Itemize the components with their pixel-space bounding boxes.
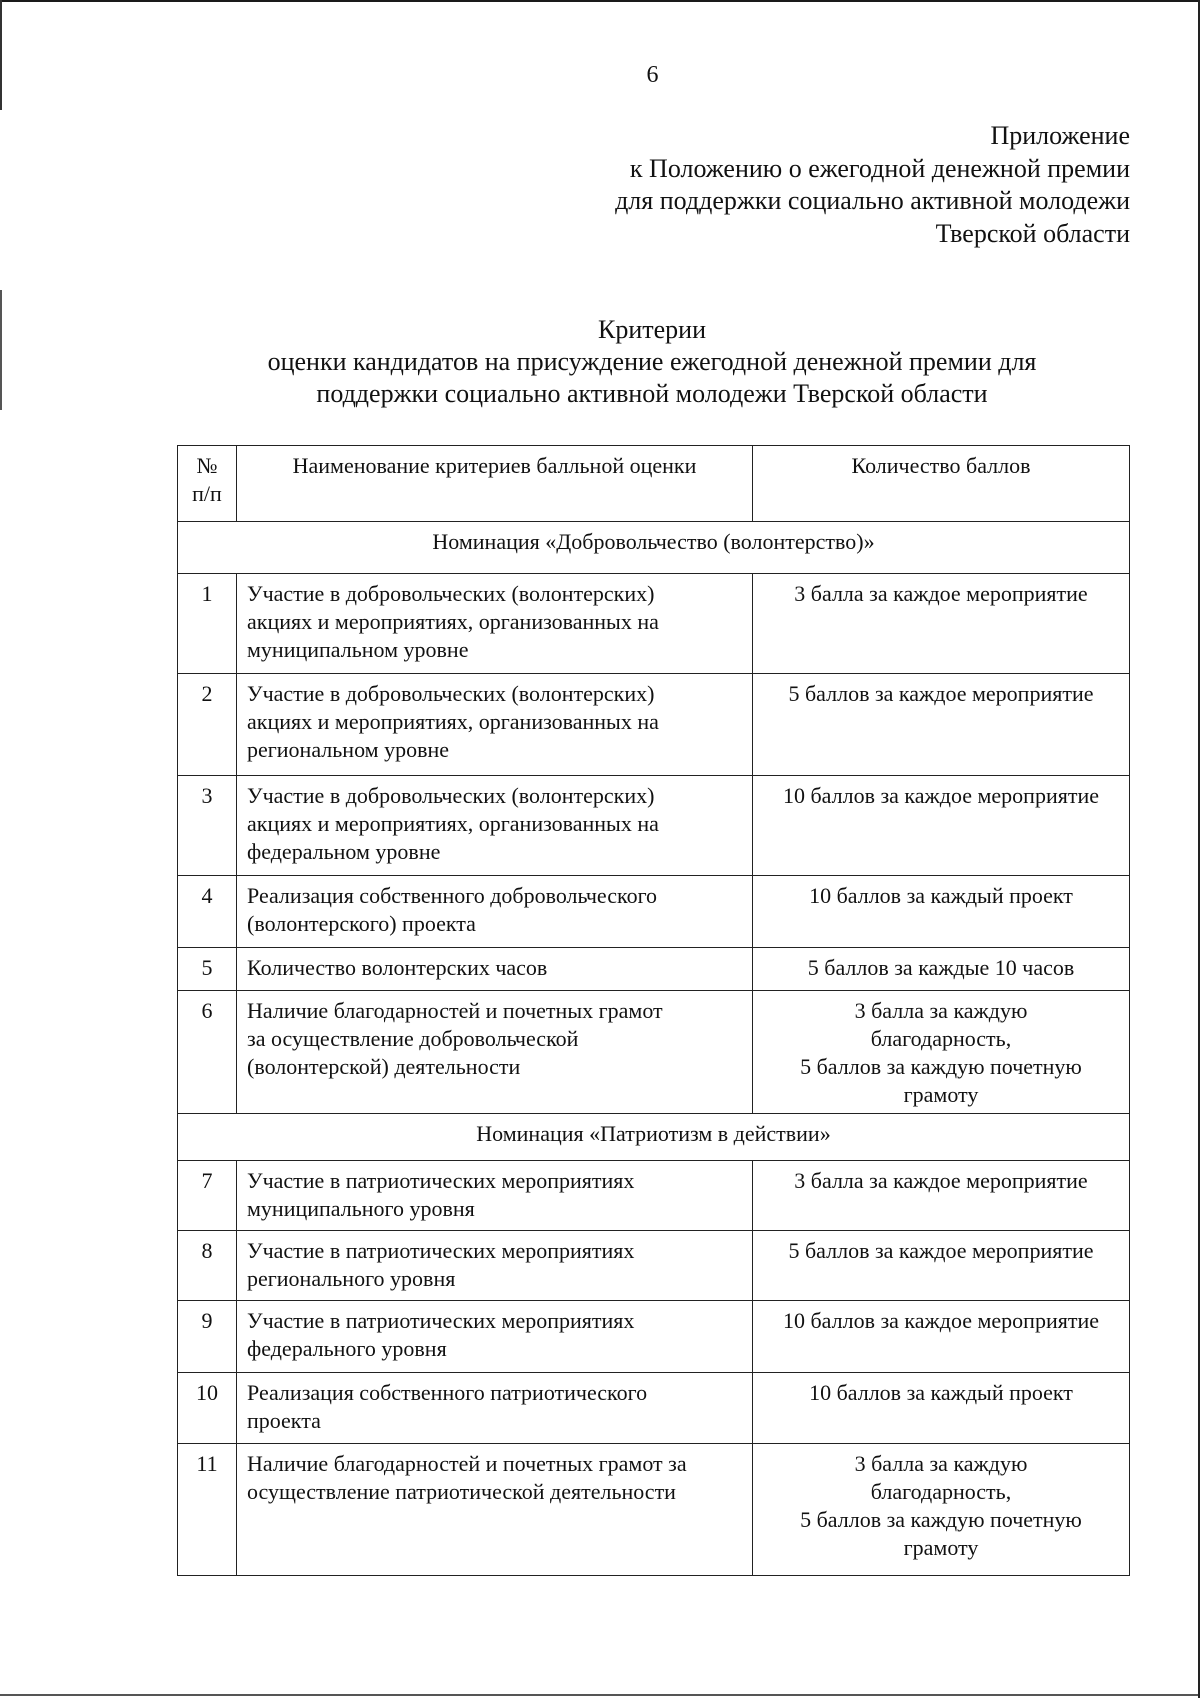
criterion-name-line: Реализация собственного патриотического: [247, 1380, 648, 1405]
title-line: Критерии: [598, 315, 706, 344]
criterion-name: [237, 1444, 753, 1576]
row-number: 8: [178, 1231, 237, 1301]
points-value: [753, 776, 1130, 876]
header-num-line: п/п: [192, 481, 222, 506]
criterion-name: [237, 574, 753, 674]
points-line: благодарность,: [870, 1479, 1012, 1504]
row-number: 11: [178, 1444, 237, 1576]
points-line: грамоту: [903, 1082, 979, 1107]
title-line: поддержки социально активной молодежи Тверской области: [316, 379, 988, 408]
criterion-name-line: Реализация собственного добровольческого: [247, 883, 658, 908]
criterion-name: [237, 1301, 753, 1373]
criterion-name-line: Участие в добровольческих (волонтерских): [247, 681, 655, 706]
table-row: [178, 674, 1130, 776]
header-points: Количество баллов: [753, 446, 1130, 522]
appendix-block: [615, 120, 1130, 250]
points-value: [753, 1373, 1130, 1444]
header-name: Наименование критериев балльной оценки: [237, 446, 753, 522]
criterion-name-line: акциях и мероприятиях, организованных на: [247, 811, 659, 836]
header-num: [178, 446, 237, 522]
points-line: грамоту: [903, 1535, 979, 1560]
title-line: оценки кандидатов на присуждение ежегодной денежной премии для: [267, 347, 1037, 376]
criterion-name-line: Наличие благодарностей и почетных грамот: [247, 998, 663, 1023]
points-line: 5 баллов за каждую почетную: [800, 1054, 1082, 1079]
points-line: 5 баллов за каждую почетную: [800, 1507, 1082, 1532]
nomination-row: [178, 1114, 1130, 1161]
points-value: [753, 1161, 1130, 1231]
points-value: [753, 674, 1130, 776]
row-number: 6: [178, 991, 237, 1114]
header-num-line: №: [196, 453, 218, 478]
points-line: 10 баллов за каждое мероприятие: [782, 1308, 1099, 1333]
points-line: 10 баллов за каждый проект: [809, 883, 1073, 908]
page-number: 6: [646, 62, 659, 88]
points-value: [753, 1231, 1130, 1301]
row-number: 2: [178, 674, 237, 776]
criterion-name-line: регионального уровня: [247, 1266, 456, 1291]
row-number: 9: [178, 1301, 237, 1373]
table-row: [178, 574, 1130, 674]
table-row: [178, 1373, 1130, 1444]
points-value: [753, 1444, 1130, 1576]
criterion-name-line: акциях и мероприятиях, организованных на: [247, 709, 659, 734]
row-number: 5: [178, 948, 237, 991]
criterion-name-line: акциях и мероприятиях, организованных на: [247, 609, 659, 634]
criterion-name: [237, 991, 753, 1114]
points-value: [753, 876, 1130, 948]
scan-border-left-lower: [0, 290, 2, 410]
table-body: [178, 522, 1130, 1576]
scan-border-left: [0, 0, 2, 110]
points-line: 10 баллов за каждое мероприятие: [782, 783, 1099, 808]
points-value: [753, 574, 1130, 674]
table-header-row: [178, 446, 1130, 522]
criterion-name: [237, 1231, 753, 1301]
criterion-name: [237, 776, 753, 876]
criterion-name-line: осуществление патриотической деятельности: [247, 1479, 676, 1504]
appendix-line: Приложение: [990, 121, 1130, 150]
criterion-name-line: федерального уровня: [247, 1336, 447, 1361]
table-row: [178, 1161, 1130, 1231]
scan-border-top: [0, 0, 1200, 2]
appendix-line: Тверской области: [935, 218, 1130, 248]
criterion-name: [237, 674, 753, 776]
criterion-name-line: Участие в патриотических мероприятиях: [247, 1238, 635, 1263]
criterion-name-line: Количество волонтерских часов: [247, 955, 548, 980]
points-value: [753, 1301, 1130, 1373]
criterion-name: [237, 948, 753, 991]
criterion-name-line: федеральном уровне: [247, 839, 441, 864]
criterion-name-line: региональном уровне: [247, 737, 450, 762]
table-row: [178, 1231, 1130, 1301]
table-row: [178, 1301, 1130, 1373]
criterion-name-line: муниципальном уровне: [247, 637, 469, 662]
points-line: 3 балла за каждое мероприятие: [794, 581, 1088, 606]
scan-border-bottom: [0, 1694, 1200, 1696]
points-line: 3 балла за каждую: [854, 1451, 1028, 1476]
table-row: [178, 876, 1130, 948]
appendix-line: для поддержки социально активной молодежи: [615, 186, 1130, 215]
criterion-name-line: за осуществление добровольческой: [247, 1026, 579, 1051]
criterion-name-line: (волонтерского) проекта: [247, 911, 476, 936]
row-number: 10: [178, 1373, 237, 1444]
row-number: 4: [178, 876, 237, 948]
points-line: 3 балла за каждое мероприятие: [794, 1168, 1088, 1193]
criterion-name-line: Участие в патриотических мероприятиях: [247, 1308, 635, 1333]
appendix-line: к Положению о ежегодной денежной премии: [629, 153, 1130, 183]
points-line: благодарность,: [870, 1026, 1012, 1051]
table-row: [178, 1444, 1130, 1576]
nomination-row: [178, 522, 1130, 574]
points-value: [753, 991, 1130, 1114]
criterion-name-line: (волонтерской) деятельности: [247, 1054, 521, 1079]
nomination-title: Номинация «Добровольчество (волонтерство)»: [178, 522, 1130, 574]
points-line: 5 баллов за каждые 10 часов: [807, 955, 1075, 980]
criterion-name-line: муниципального уровня: [247, 1196, 475, 1221]
points-line: 5 баллов за каждое мероприятие: [788, 681, 1094, 706]
criterion-name-line: Наличие благодарностей и почетных грамот за: [247, 1451, 687, 1476]
criterion-name-line: проекта: [247, 1408, 321, 1433]
row-number: 7: [178, 1161, 237, 1231]
nomination-title: Номинация «Патриотизм в действии»: [178, 1114, 1130, 1161]
criterion-name: [237, 876, 753, 948]
table-row: [178, 991, 1130, 1114]
criterion-name-line: Участие в добровольческих (волонтерских): [247, 783, 655, 808]
criterion-name: [237, 1161, 753, 1231]
table-row: [178, 948, 1130, 991]
points-value: [753, 948, 1130, 991]
points-line: 3 балла за каждую: [854, 998, 1028, 1023]
points-line: 5 баллов за каждое мероприятие: [788, 1238, 1094, 1263]
criteria-table: [177, 445, 1130, 1576]
row-number: 3: [178, 776, 237, 876]
points-line: 10 баллов за каждый проект: [809, 1380, 1073, 1405]
table-row: [178, 776, 1130, 876]
row-number: 1: [178, 574, 237, 674]
criterion-name: [237, 1373, 753, 1444]
document-title: [176, 314, 1128, 410]
criterion-name-line: Участие в патриотических мероприятиях: [247, 1168, 635, 1193]
criterion-name-line: Участие в добровольческих (волонтерских): [247, 581, 655, 606]
